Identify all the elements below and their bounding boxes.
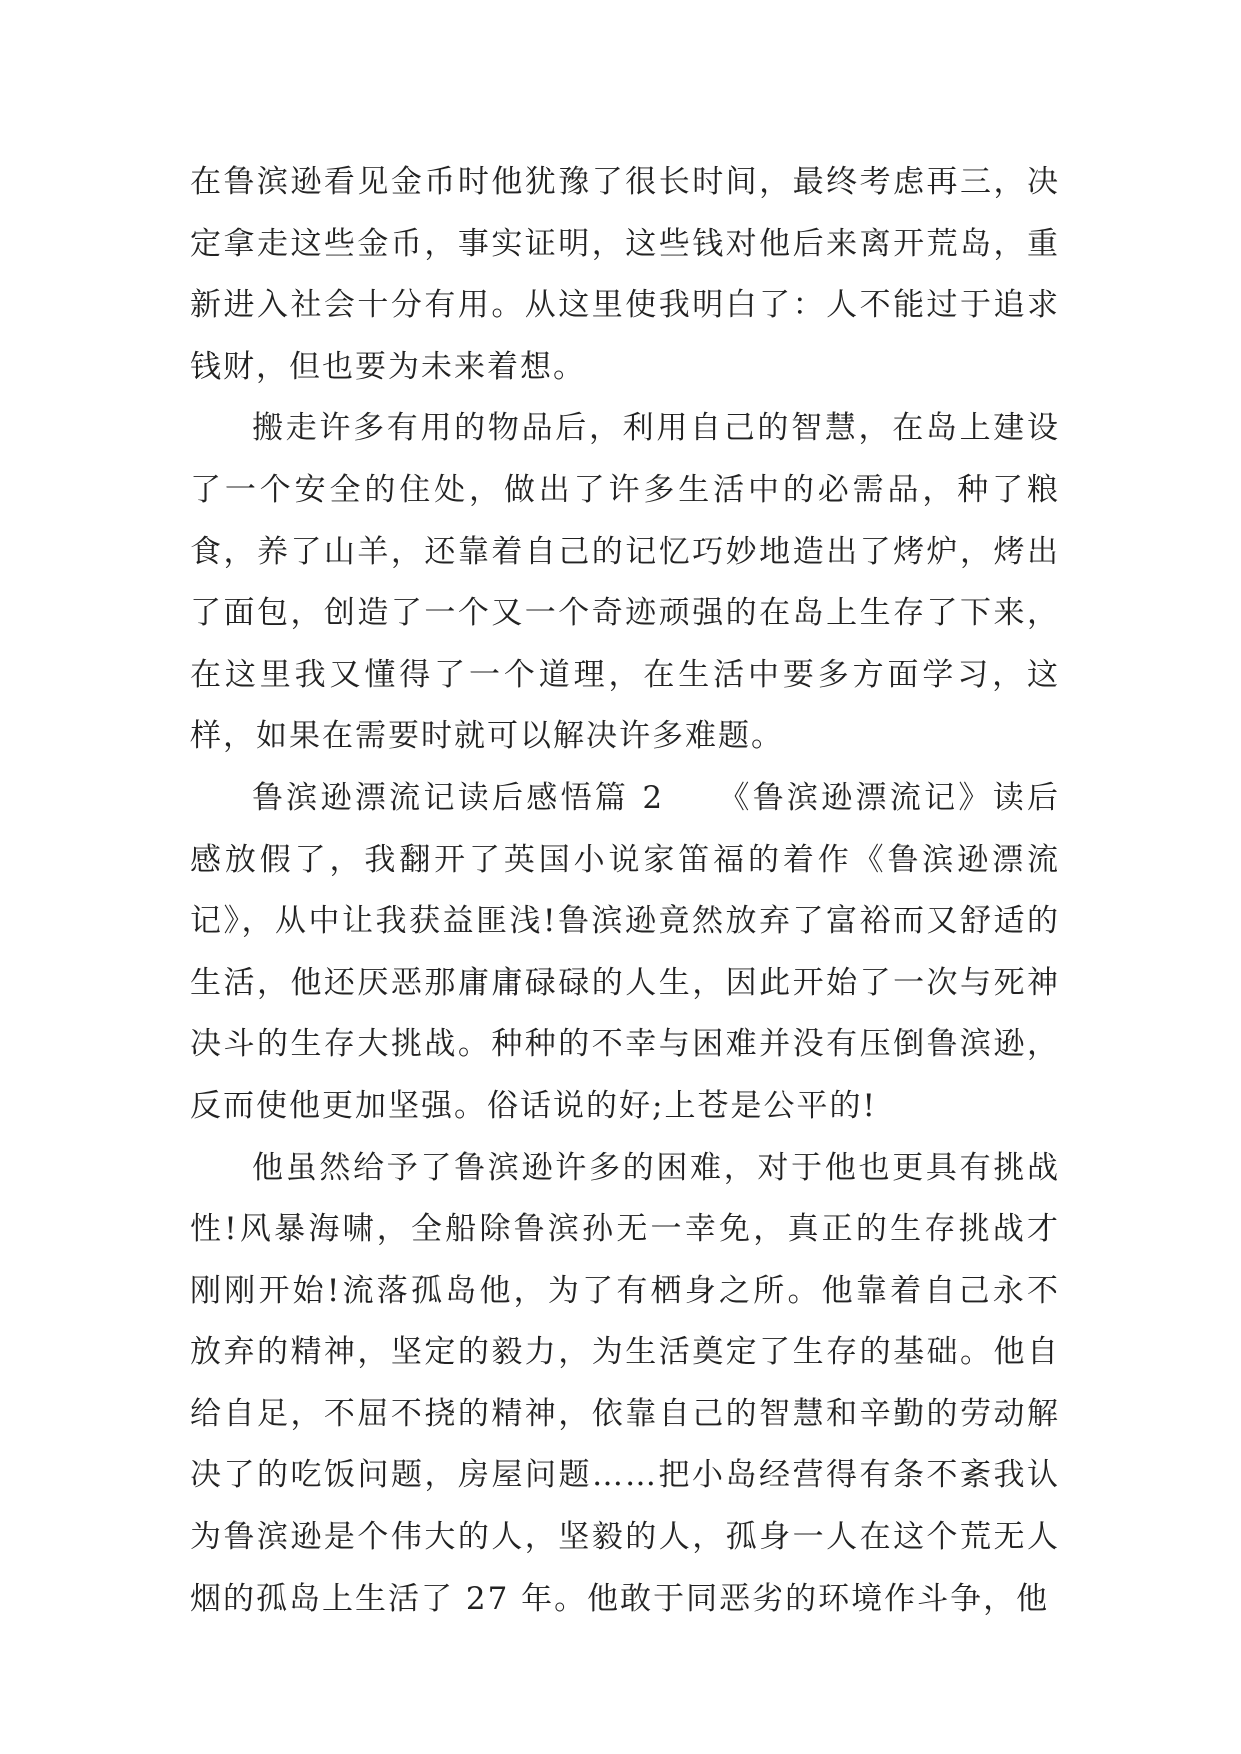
paragraph-1: 在鲁滨逊看见金币时他犹豫了很长时间，最终考虑再三，决定拿走这些金币，事实证明，这些钱对他后来离开荒岛，重新进入社会十分有用。从这里使我明白了：人不能过于追求钱财，但也要为未来着想。 — [190, 164, 1060, 385]
paragraph-4: 他虽然给予了鲁滨逊许多的困难，对于他也更具有挑战性!风暴海啸，全船除鲁滨孙无一幸免，真正的生存挑战才刚刚开始!流落孤岛他，为了有栖身之所。他靠着自己永不放弃的精神，坚定的毅力，为生活奠定了生存的基础。他自给自足，不屈不挠的精神，依靠自己的智慧和辛勤的劳动解决了的吃饭问题，房屋问题……把小岛经营得有条不紊我认为鲁滨逊是个伟大的人，坚毅的人，孤身一人在这个荒无人烟的孤岛上生活了 27 年。他敢于同恶劣的环境作斗争，他 — [190, 1149, 1060, 1617]
body-text — [190, 152, 1060, 1630]
paragraph-3: 鲁滨逊漂流记读后感悟篇 2 《鲁滨逊漂流记》读后感放假了，我翻开了英国小说家笛福的着作《鲁滨逊漂流记》，从中让我获益匪浅!鲁滨逊竟然放弃了富裕而又舒适的生活，他还厌恶那庸庸碌碌的人生，因此开始了一次与死神决斗的生存大挑战。种种的不幸与困难并没有压倒鲁滨逊，反而使他更加坚强。俗话说的好;上苍是公平的! — [190, 779, 1060, 1124]
paragraph-2: 搬走许多有用的物品后，利用自己的智慧，在岛上建设了一个安全的住处，做出了许多生活中的必需品，种了粮食，养了山羊，还靠着自己的记忆巧妙地造出了烤炉，烤出了面包，创造了一个又一个奇迹顽强的在岛上生存了下来，在这里我又懂得了一个道理，在生活中要多方面学习，这样，如果在需要时就可以解决许多难题。 — [190, 410, 1060, 755]
